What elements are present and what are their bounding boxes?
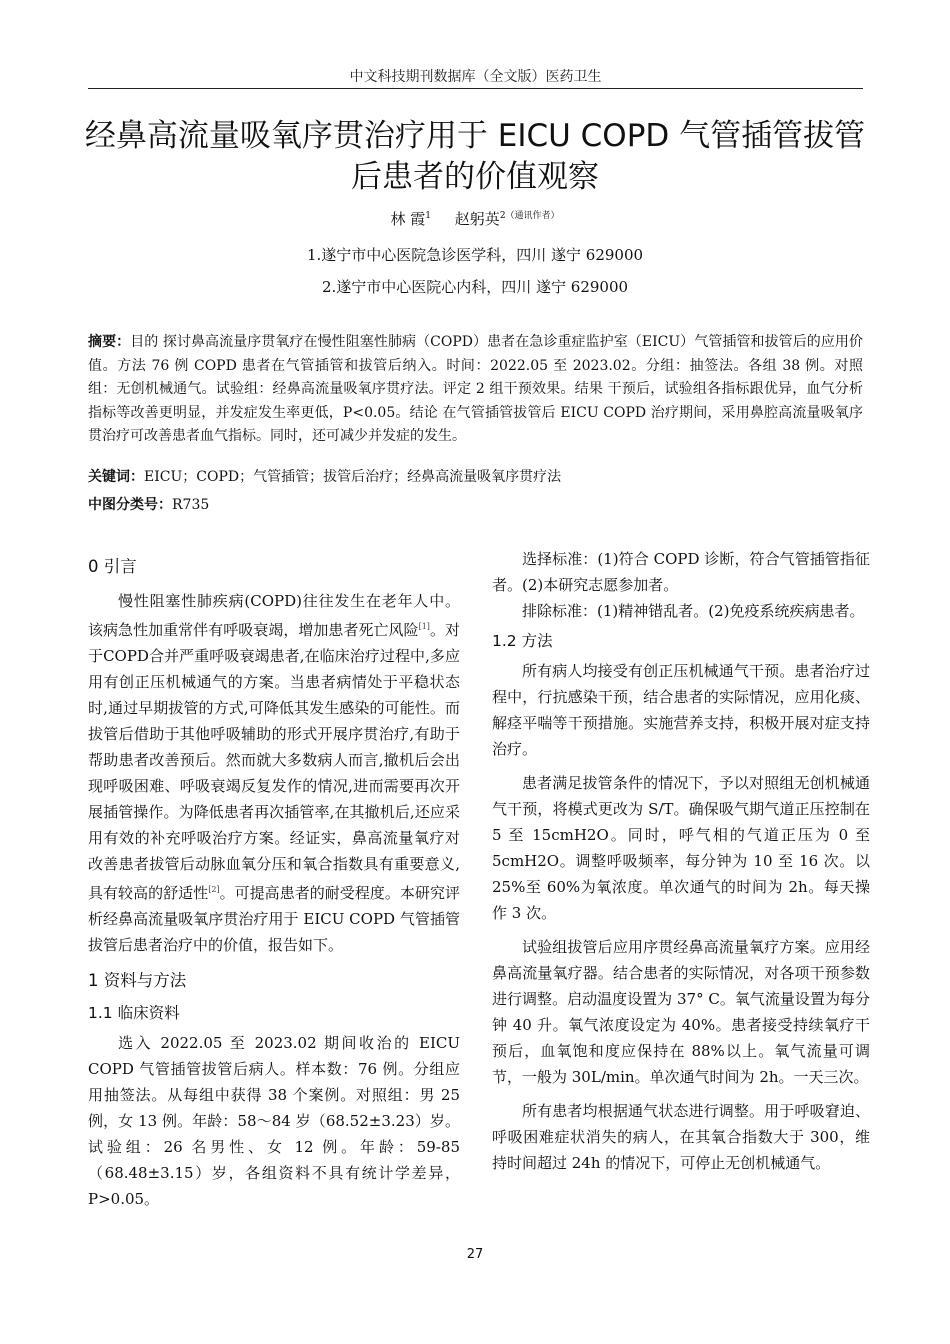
method-paragraph-2: 患者满足拔管条件的情况下，予以对照组无创机械通气干预，将模式更改为 S/T。确保吸气期气道正压控制在 5 至 15cmH2O。同时，呼气相的气道正压为 0 至 5cmH2O。调整呼吸频率，每分钟为 10 至 16 次。以 25%至 60%为氧浓度。单次通气的时间为 2h。每天操作 3 次。 bbox=[492, 774, 870, 922]
section-1-1-heading: 1.1 临床资料 bbox=[88, 1004, 180, 1022]
section-1-2-heading: 1.2 方法 bbox=[492, 632, 553, 650]
clc-label: 中图分类号： bbox=[88, 497, 172, 513]
author-2: 赵躬英 bbox=[454, 210, 500, 228]
method-paragraph-1: 所有病人均接受有创正压机械通气干预。患者治疗过程中，行抗感染干预，结合患者的实际情况，应用化痰、解痉平喘等干预措施。实施营养支持，积极开展对症支持治疗。 bbox=[492, 662, 870, 758]
author-2-affiliation-mark: 2（通讯作者） bbox=[499, 211, 560, 221]
author-1: 林 霞 bbox=[390, 210, 426, 228]
exclusion-criteria: 排除标准：(1)精神错乱者。(2)免疫系统疾病患者。 bbox=[522, 602, 865, 620]
section-0-heading: 0 引言 bbox=[88, 557, 137, 576]
abstract-text: 目的 探讨鼻高流量序贯氧疗在慢性阻塞性肺病（COPD）患者在急诊重症监护室（EICU）气管插管和拔管后的应用价值。方法 76 例 COPD 患者在气管插管和拔管后纳入。时间：2022.05 至 2023.02。分组：抽签法。各组 38 例。对照组：无创机械通气。试验组：经鼻高流量吸氧序贯疗法。评定 2 组干预效果。结果 干预后，试验组各指标跟优异，血气分析指标等改善更明显，并发症发生率更低，P<0.05。结论 在气管插管拔管后 EICU COPD 治疗期间，采用鼻腔高流量吸氧序贯治疗可改善患者血气指标。同时，还可减少并发症的发生。 bbox=[88, 334, 863, 444]
citation-1: [1] bbox=[418, 622, 430, 631]
journal-header: 中文科技期刊数据库（全文版）医药卫生 bbox=[349, 69, 602, 85]
paper-title bbox=[60, 116, 890, 198]
author-list bbox=[0, 208, 950, 229]
keywords bbox=[88, 466, 863, 486]
page-number: 27 bbox=[466, 1247, 484, 1262]
intro-text-2: 。对于COPD合并严重呼吸衰竭患者,在临床治疗过程中,多应用有创正压机械通气的方案。当患者病情处于平稳状态时,通过早期拔管的方式,可降低其发生感染的可能性。而拔管后借助于其他呼吸辅助的形式开展序贯治疗,有助于帮助患者改善预后。然而就大多数病人而言,撤机后会出现呼吸困难、呼吸衰竭反复发作的情况,进而需要再次开展插管操作。为降低患者再次插管率,在其撤机后,还应采用有效的补充呼吸治疗方案。经证实，鼻高流量氧疗对改善患者拔管后动脉血氧分压和氧合指数具有重要意义,具有较高的舒适性 bbox=[88, 621, 460, 902]
author-1-affiliation-mark: 1 bbox=[425, 211, 431, 221]
keywords-text: EICU；COPD；气管插管；拔管后治疗；经鼻高流量吸氧序贯疗法 bbox=[144, 469, 562, 485]
clc-value: R735 bbox=[172, 497, 210, 513]
intro-text-3: 。可提高患者的耐受程度。本研究评析经鼻高流量吸氧序贯治疗用于 EICU COPD 气管插管拔管后患者治疗中的价值，报告如下。 bbox=[88, 884, 460, 954]
title-line-2: 后患者的价值观察 bbox=[351, 159, 599, 195]
intro-paragraph bbox=[88, 588, 460, 958]
affiliation-1: 1.遂宁市中心医院急诊医学科，四川 遂宁 629000 bbox=[306, 246, 644, 264]
abstract-label: 摘要： bbox=[88, 334, 131, 350]
keywords-label: 关键词： bbox=[88, 469, 144, 485]
clinical-data-paragraph: 选入 2022.05 至 2023.02 期间收治的 EICU COPD 气管插管拔管后病人。样本数：76 例。分组应用抽签法。从每组中获得 38 个案例。对照组：男 25 例，女 13 例。年龄：58～84 岁（68.52±3.23）岁。试验组：26 名男性、女 12 例。年龄：59-85（68.48±3.15）岁，各组资料不具有统计学差异，P>0.05。 bbox=[88, 1034, 460, 1208]
left-column bbox=[88, 554, 460, 1212]
method-paragraph-3: 试验组拔管后应用序贯经鼻高流量氧疗方案。应用经鼻高流量氧疗器。结合患者的实际情况，对各项干预参数进行调整。启动温度设置为 37° C。氧气流量设置为每分钟 40 升。氧气浓度设定为 40%。患者接受持续氧疗干预后，血氧饱和度应保持在 88%以上。氧气流量可调节，一般为 30L/min。单次通气时间为 2h。一天三次。 bbox=[492, 938, 870, 1086]
citation-2: [2] bbox=[208, 885, 220, 894]
abstract bbox=[88, 331, 863, 449]
title-line-1: 经鼻高流量吸氧序贯治疗用于 EICU COPD 气管插管拔管 bbox=[84, 118, 866, 154]
method-paragraph-4: 所有患者均根据通气状态进行调整。用于呼吸窘迫、呼吸困难症状消失的病人，在其氧合指数大于 300，维持时间超过 24h 的情况下，可停止无创机械通气。 bbox=[492, 1102, 870, 1172]
right-column bbox=[492, 546, 870, 1176]
header-rule bbox=[88, 88, 863, 89]
inclusion-criteria: 选择标准：(1)符合 COPD 诊断，符合气管插管指征者。(2)本研究志愿参加者。 bbox=[492, 550, 870, 594]
intro-text-1: 慢性阻塞性肺疾病(COPD)往往发生在老年人中。该病急性加重常伴有呼吸衰竭，增加患者死亡风险 bbox=[88, 592, 460, 639]
section-1-heading: 1 资料与方法 bbox=[88, 971, 187, 990]
classification-number bbox=[88, 494, 863, 514]
affiliation-2: 2.遂宁市中心医院心内科，四川 遂宁 629000 bbox=[321, 278, 629, 296]
